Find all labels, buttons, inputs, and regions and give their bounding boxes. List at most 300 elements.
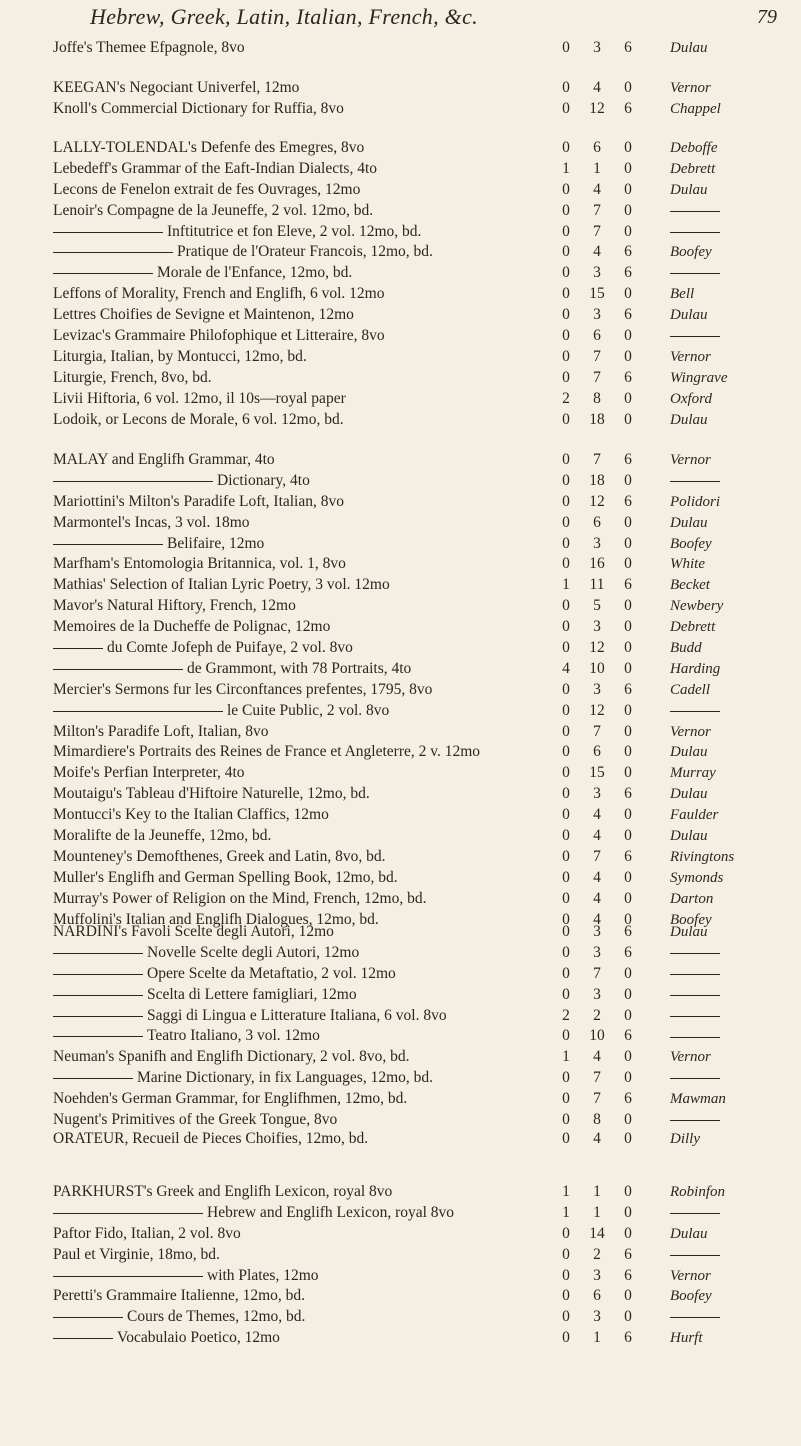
entry-title-text: Muller's Englifh and German Spelling Book, 12mo, bd.	[53, 868, 398, 886]
price-pounds: 0	[562, 222, 570, 240]
entry-title-text: Joffe's Themee Efpagnole, 8vo	[53, 39, 245, 56]
entry-title-text: Milton's Paradife Loft, Italian, 8vo	[53, 722, 269, 740]
catalogue-entry	[0, 368, 801, 389]
catalogue-entry	[0, 159, 801, 180]
entry-title-text: Moutaigu's Tableau d'Hiftoire Naturelle, 12mo, bd.	[53, 785, 370, 803]
entry-title	[53, 922, 334, 943]
ditto-rule	[670, 273, 720, 274]
entry-price	[555, 99, 667, 120]
price-shillings: 3	[593, 264, 601, 282]
catalogue-entry	[0, 784, 801, 805]
catalogue-entry	[0, 1047, 801, 1068]
entry-title-text: Memoires de la Ducheffe de Polignac, 12mo	[53, 618, 331, 636]
entry-price	[555, 347, 667, 368]
price-pence: 0	[624, 1006, 632, 1024]
entry-bookseller: White	[670, 556, 705, 573]
entry-title	[53, 38, 245, 59]
price-pounds: 0	[562, 868, 570, 886]
catalogue-entry	[0, 326, 801, 347]
entry-title-text: Lenoir's Compagne de la Jeuneffe, 2 vol. 12mo, bd.	[53, 201, 374, 219]
entry-title-text: Paul et Virginie, 18mo, bd.	[53, 1245, 220, 1263]
entry-bookseller	[670, 1110, 720, 1131]
price-pence: 6	[624, 1090, 632, 1108]
price-shillings: 12	[589, 639, 605, 657]
entry-bookseller: Dulau	[670, 411, 708, 428]
entry-title-text: Hebrew and Englifh Lexicon, royal 8vo	[207, 1203, 455, 1221]
price-shillings: 3	[593, 680, 601, 698]
entry-title-text: de Grammont, with 78 Portraits, 4to	[187, 659, 412, 677]
price-pence: 0	[624, 722, 632, 740]
entry-bookseller: Cadell	[670, 681, 710, 698]
entry-price	[555, 1110, 667, 1131]
ditto-rule	[53, 1213, 203, 1214]
entry-title-text: Scelta di Lettere famigliari, 12mo	[147, 985, 357, 1003]
entry-title-text: Mercier's Sermons fur les Circonftances prefentes, 1795, 8vo	[53, 680, 433, 698]
price-pounds: 0	[562, 1224, 570, 1242]
catalogue-entry	[0, 305, 801, 326]
ditto-rule	[53, 544, 163, 545]
entry-price	[555, 368, 667, 389]
price-shillings: 4	[593, 806, 601, 824]
entry-title-text: Mariottini's Milton's Paradife Loft, Italian, 8vo	[53, 492, 344, 510]
entry-bookseller: Dulau	[670, 181, 708, 198]
entry-bookseller: Bell	[670, 286, 695, 303]
price-pounds: 0	[562, 180, 570, 198]
price-pounds: 0	[562, 139, 570, 156]
entry-title-text: MALAY and Englifh Grammar, 4to	[53, 451, 275, 468]
entry-title	[53, 1203, 454, 1224]
entry-price	[555, 1224, 667, 1245]
entry-price	[555, 513, 667, 534]
ditto-rule	[670, 1317, 720, 1318]
entry-bookseller: Dilly	[670, 1131, 700, 1147]
price-shillings: 12	[589, 99, 605, 117]
price-pounds: 0	[562, 680, 570, 698]
entry-title-text: Mathias' Selection of Italian Lyric Poetry, 3 vol. 12mo	[53, 576, 390, 594]
entry-bookseller	[670, 1307, 720, 1328]
entry-price	[555, 1203, 667, 1224]
price-pence: 6	[624, 39, 632, 56]
catalogue-entry	[0, 826, 801, 847]
price-pence: 6	[624, 943, 632, 961]
price-pence: 0	[624, 222, 632, 240]
entry-bookseller	[670, 985, 720, 1006]
ditto-rule	[670, 953, 720, 954]
entry-title	[53, 78, 299, 99]
entry-title	[53, 242, 433, 263]
price-pence: 0	[624, 743, 632, 761]
price-pence: 6	[624, 1245, 632, 1263]
entry-title-text: Saggi di Lingua e Litterature Italiana, 6 vol. 8vo	[147, 1006, 447, 1024]
entry-title	[53, 680, 432, 701]
entry-bookseller	[670, 1068, 720, 1089]
catalogue-entry	[0, 742, 801, 763]
price-pence: 0	[624, 806, 632, 824]
entry-title	[53, 326, 385, 347]
catalogue-entry	[0, 964, 801, 985]
catalogue-entry	[0, 242, 801, 263]
price-pence: 6	[624, 306, 632, 324]
entry-title-text: Vocabulaio Poetico, 12mo	[117, 1329, 280, 1347]
catalogue-entry	[0, 596, 801, 617]
entry-bookseller: Budd	[670, 640, 702, 657]
price-pence: 0	[624, 139, 632, 156]
entry-price	[555, 78, 667, 99]
entry-title-text: Murray's Power of Religion on the Mind, French, 12mo, bd.	[53, 889, 427, 907]
price-pounds: 1	[562, 159, 570, 177]
price-pounds: 0	[562, 964, 570, 982]
price-pounds: 0	[562, 534, 570, 552]
entry-title	[53, 1286, 305, 1307]
entry-price	[555, 1286, 667, 1307]
price-pence: 0	[624, 618, 632, 636]
entry-price	[555, 410, 667, 431]
catalogue-section	[0, 1182, 801, 1349]
catalogue-entry	[0, 450, 801, 471]
price-pounds: 0	[562, 597, 570, 615]
entry-title	[53, 575, 390, 596]
price-pence: 0	[624, 389, 632, 407]
entry-price	[555, 1307, 667, 1328]
entry-title-text: NARDINI's Favoli Scelte degli Autori, 12mo	[53, 923, 334, 940]
entry-bookseller: Faulder	[670, 807, 719, 824]
entry-title-text: Noehden's German Grammar, for Englifhmen, 12mo, bd.	[53, 1090, 408, 1108]
catalogue-entry	[0, 1307, 801, 1328]
entry-price	[555, 1129, 667, 1150]
price-shillings: 7	[593, 201, 601, 219]
price-shillings: 7	[593, 964, 601, 982]
price-pounds: 0	[562, 492, 570, 510]
price-pounds: 0	[562, 327, 570, 345]
price-pounds: 0	[562, 1090, 570, 1108]
ditto-rule	[670, 995, 720, 996]
ditto-rule	[53, 953, 143, 954]
ditto-rule	[670, 232, 720, 233]
price-pounds: 0	[562, 701, 570, 719]
entry-price	[555, 1068, 667, 1089]
price-shillings: 4	[593, 1130, 601, 1147]
entry-price	[555, 1026, 667, 1047]
ditto-rule	[53, 1276, 203, 1277]
ditto-rule	[53, 711, 223, 712]
price-shillings: 1	[593, 1329, 601, 1347]
entry-title-text: Marfham's Entomologia Britannica, vol. 1, 8vo	[53, 555, 346, 573]
price-pence: 0	[624, 1111, 632, 1129]
price-shillings: 8	[593, 1111, 601, 1129]
price-pence: 6	[624, 99, 632, 117]
entry-bookseller: Vernor	[670, 452, 711, 468]
price-pence: 6	[624, 1266, 632, 1284]
entry-price	[555, 575, 667, 596]
entry-bookseller: Robinfon	[670, 1184, 725, 1200]
entry-price	[555, 263, 667, 284]
price-pounds: 0	[562, 1130, 570, 1147]
price-pence: 0	[624, 513, 632, 531]
entry-title	[53, 284, 384, 305]
price-shillings: 10	[589, 1027, 605, 1045]
entry-title	[53, 99, 344, 120]
price-pounds: 0	[562, 618, 570, 636]
price-shillings: 6	[593, 327, 601, 345]
entry-price	[555, 492, 667, 513]
price-shillings: 3	[593, 39, 601, 56]
entry-bookseller: Boofey	[670, 1288, 712, 1305]
price-pounds: 0	[562, 889, 570, 907]
catalogue-entry	[0, 1224, 801, 1245]
entry-title	[53, 722, 268, 743]
entry-title-text: Cours de Themes, 12mo, bd.	[127, 1308, 306, 1326]
entry-title-text: LALLY-TOLENDAL's Defenfe des Emegres, 8vo	[53, 139, 365, 156]
catalogue-entry	[0, 943, 801, 964]
entry-bookseller	[670, 1245, 720, 1266]
entry-title-text: Leffons of Morality, French and Englifh, 6 vol. 12mo	[53, 285, 385, 303]
price-pounds: 1	[562, 1183, 570, 1200]
entry-bookseller	[670, 943, 720, 964]
entry-price	[555, 284, 667, 305]
price-shillings: 4	[593, 868, 601, 886]
entry-title	[53, 222, 421, 243]
entry-title-text: Lebedeff's Grammar of the Eaft-Indian Dialects, 4to	[53, 159, 378, 177]
entry-title	[53, 763, 245, 784]
catalogue-entry	[0, 347, 801, 368]
entry-price	[555, 826, 667, 847]
price-pence: 0	[624, 639, 632, 657]
ditto-rule	[670, 1213, 720, 1214]
entry-bookseller	[670, 471, 720, 492]
price-pence: 0	[624, 1048, 632, 1066]
entry-title	[53, 943, 359, 964]
catalogue-entry	[0, 1068, 801, 1089]
entry-title	[53, 201, 373, 222]
entry-bookseller: Dulau	[670, 514, 708, 531]
entry-bookseller	[670, 1026, 720, 1047]
entry-title-text: Lecons de Fenelon extrait de fes Ouvrages, 12mo	[53, 180, 361, 198]
entry-title	[53, 410, 344, 431]
price-pounds: 0	[562, 555, 570, 573]
entry-bookseller: Harding	[670, 660, 721, 677]
entry-title	[53, 617, 330, 638]
entry-title-text: Neuman's Spanifh and Englifh Dictionary, 2 vol. 8vo, bd.	[53, 1048, 410, 1066]
price-shillings: 1	[593, 159, 601, 177]
entry-title-text: Peretti's Grammaire Italienne, 12mo, bd.	[53, 1287, 306, 1305]
entry-price	[555, 1006, 667, 1027]
price-shillings: 3	[593, 785, 601, 803]
price-pence: 0	[624, 79, 632, 96]
entry-title-text: Teatro Italiano, 3 vol. 12mo	[147, 1027, 320, 1045]
price-shillings: 12	[589, 701, 605, 719]
price-pounds: 0	[562, 847, 570, 865]
catalogue-entry	[0, 1006, 801, 1027]
catalogue-entry	[0, 1203, 801, 1224]
price-pounds: 0	[562, 764, 570, 782]
entry-title-text: Marmontel's Incas, 3 vol. 18mo	[53, 513, 250, 531]
price-pence: 0	[624, 1224, 632, 1242]
catalogue-section	[0, 138, 801, 430]
ditto-rule	[670, 211, 720, 212]
price-shillings: 7	[593, 1069, 601, 1087]
entry-bookseller: Deboffe	[670, 140, 718, 156]
entry-bookseller: Oxford	[670, 390, 712, 407]
catalogue-entry	[0, 922, 801, 943]
price-pence: 0	[624, 1308, 632, 1326]
catalogue-section	[0, 450, 801, 930]
price-pence: 0	[624, 1069, 632, 1087]
price-pence: 0	[624, 327, 632, 345]
entry-price	[555, 763, 667, 784]
entry-bookseller: Wingrave	[670, 369, 728, 386]
price-pounds: 1	[562, 1203, 570, 1221]
catalogue-entry	[0, 638, 801, 659]
entry-title-text: Marine Dictionary, in fix Languages, 12mo, bd.	[137, 1069, 434, 1087]
price-pounds: 0	[562, 39, 570, 56]
price-pounds: 0	[562, 743, 570, 761]
price-shillings: 4	[593, 180, 601, 198]
entry-price	[555, 201, 667, 222]
price-pounds: 0	[562, 1111, 570, 1129]
ditto-rule	[53, 252, 173, 253]
catalogue-entry	[0, 1026, 801, 1047]
price-pounds: 0	[562, 722, 570, 740]
entry-price	[555, 617, 667, 638]
price-shillings: 1	[593, 1203, 601, 1221]
price-pounds: 0	[562, 923, 570, 940]
price-pence: 0	[624, 868, 632, 886]
catalogue-entry	[0, 1266, 801, 1287]
entry-price	[555, 596, 667, 617]
price-pence: 0	[624, 701, 632, 719]
entry-title	[53, 638, 353, 659]
entry-price	[555, 38, 667, 59]
ditto-rule	[53, 481, 213, 482]
entry-title-text: Paftor Fido, Italian, 2 vol. 8vo	[53, 1224, 241, 1242]
catalogue-entry	[0, 1182, 801, 1203]
entry-bookseller	[670, 964, 720, 985]
entry-bookseller: Mawman	[670, 1091, 726, 1108]
ditto-rule	[670, 974, 720, 975]
price-shillings: 4	[593, 910, 601, 928]
price-pence: 6	[624, 785, 632, 803]
price-shillings: 15	[589, 285, 605, 303]
entry-bookseller: Dulau	[670, 307, 708, 324]
price-pounds: 0	[562, 827, 570, 845]
catalogue-entry	[0, 180, 801, 201]
entry-title	[53, 1026, 320, 1047]
entry-title	[53, 701, 389, 722]
price-pence: 0	[624, 910, 632, 928]
price-pence: 0	[624, 471, 632, 489]
running-title: Hebrew, Greek, Latin, Italian, French, &c.	[90, 4, 478, 29]
price-pence: 0	[624, 964, 632, 982]
price-shillings: 7	[593, 222, 601, 240]
entry-price	[555, 554, 667, 575]
catalogue-entry	[0, 1089, 801, 1110]
catalogue-entry	[0, 201, 801, 222]
catalogue-entry	[0, 138, 801, 159]
price-shillings: 16	[589, 555, 605, 573]
price-shillings: 12	[589, 492, 605, 510]
price-shillings: 15	[589, 764, 605, 782]
price-pence: 6	[624, 368, 632, 386]
price-pounds: 0	[562, 1027, 570, 1045]
entry-title-text: ORATEUR, Recueil de Pieces Choifies, 12mo, bd.	[53, 1130, 369, 1147]
entry-title-text: Lettres Choifies de Sevigne et Maintenon, 12mo	[53, 306, 354, 324]
price-pounds: 0	[562, 79, 570, 96]
catalogue-entry	[0, 1110, 801, 1131]
price-shillings: 3	[593, 923, 601, 940]
price-pence: 6	[624, 264, 632, 282]
price-pounds: 0	[562, 99, 570, 117]
entry-title	[53, 1089, 407, 1110]
ditto-rule	[53, 669, 183, 670]
price-pounds: 2	[562, 1006, 570, 1024]
catalogue-entry	[0, 471, 801, 492]
entry-price	[555, 159, 667, 180]
catalogue-section	[0, 38, 801, 59]
catalogue-entry	[0, 263, 801, 284]
price-pence: 0	[624, 180, 632, 198]
entry-price	[555, 680, 667, 701]
catalogue-entry	[0, 554, 801, 575]
entry-title-text: Pratique de l'Orateur Francois, 12mo, bd.	[177, 243, 433, 261]
entry-title	[53, 659, 411, 680]
price-shillings: 18	[589, 410, 605, 428]
price-shillings: 5	[593, 597, 601, 615]
catalogue-entry	[0, 868, 801, 889]
price-pounds: 0	[562, 285, 570, 303]
catalogue-entry	[0, 513, 801, 534]
entry-title	[53, 1307, 305, 1328]
entry-title	[53, 305, 354, 326]
entry-bookseller: Becket	[670, 577, 710, 594]
entry-title	[53, 534, 264, 555]
entry-title	[53, 1129, 368, 1150]
entry-bookseller: Boofey	[670, 244, 712, 261]
price-pence: 0	[624, 597, 632, 615]
entry-price	[555, 638, 667, 659]
entry-bookseller	[670, 326, 720, 347]
entry-title-text: Moife's Perfian Interpreter, 4to	[53, 764, 245, 782]
entry-price	[555, 868, 667, 889]
entry-title-text: Levizac's Grammaire Philofophique et Litteraire, 8vo	[53, 327, 385, 345]
price-pence: 6	[624, 1329, 632, 1347]
entry-bookseller: Vernor	[670, 1267, 711, 1284]
entry-title	[53, 513, 250, 534]
price-pounds: 4	[562, 659, 570, 677]
catalogue-entry	[0, 701, 801, 722]
price-pence: 6	[624, 492, 632, 510]
catalogue-entry	[0, 763, 801, 784]
price-pence: 0	[624, 659, 632, 677]
price-pence: 6	[624, 923, 632, 940]
ditto-rule	[53, 1016, 143, 1017]
price-pounds: 0	[562, 471, 570, 489]
entry-title-text: Liturgia, Italian, by Montucci, 12mo, bd.	[53, 347, 307, 365]
catalogue-entry	[0, 1286, 801, 1307]
ditto-rule	[53, 648, 103, 649]
page-number: 79	[757, 6, 777, 28]
entry-title-text: Inftitutrice et fon Eleve, 2 vol. 12mo, bd.	[167, 222, 422, 240]
price-shillings: 2	[593, 1245, 601, 1263]
entry-title	[53, 985, 357, 1006]
price-pounds: 0	[562, 1069, 570, 1087]
entry-bookseller: Chappel	[670, 100, 721, 117]
entry-price	[555, 889, 667, 910]
entry-price	[555, 964, 667, 985]
catalogue-entry	[0, 805, 801, 826]
entry-price	[555, 922, 667, 943]
ditto-rule	[53, 273, 153, 274]
entry-price	[555, 985, 667, 1006]
